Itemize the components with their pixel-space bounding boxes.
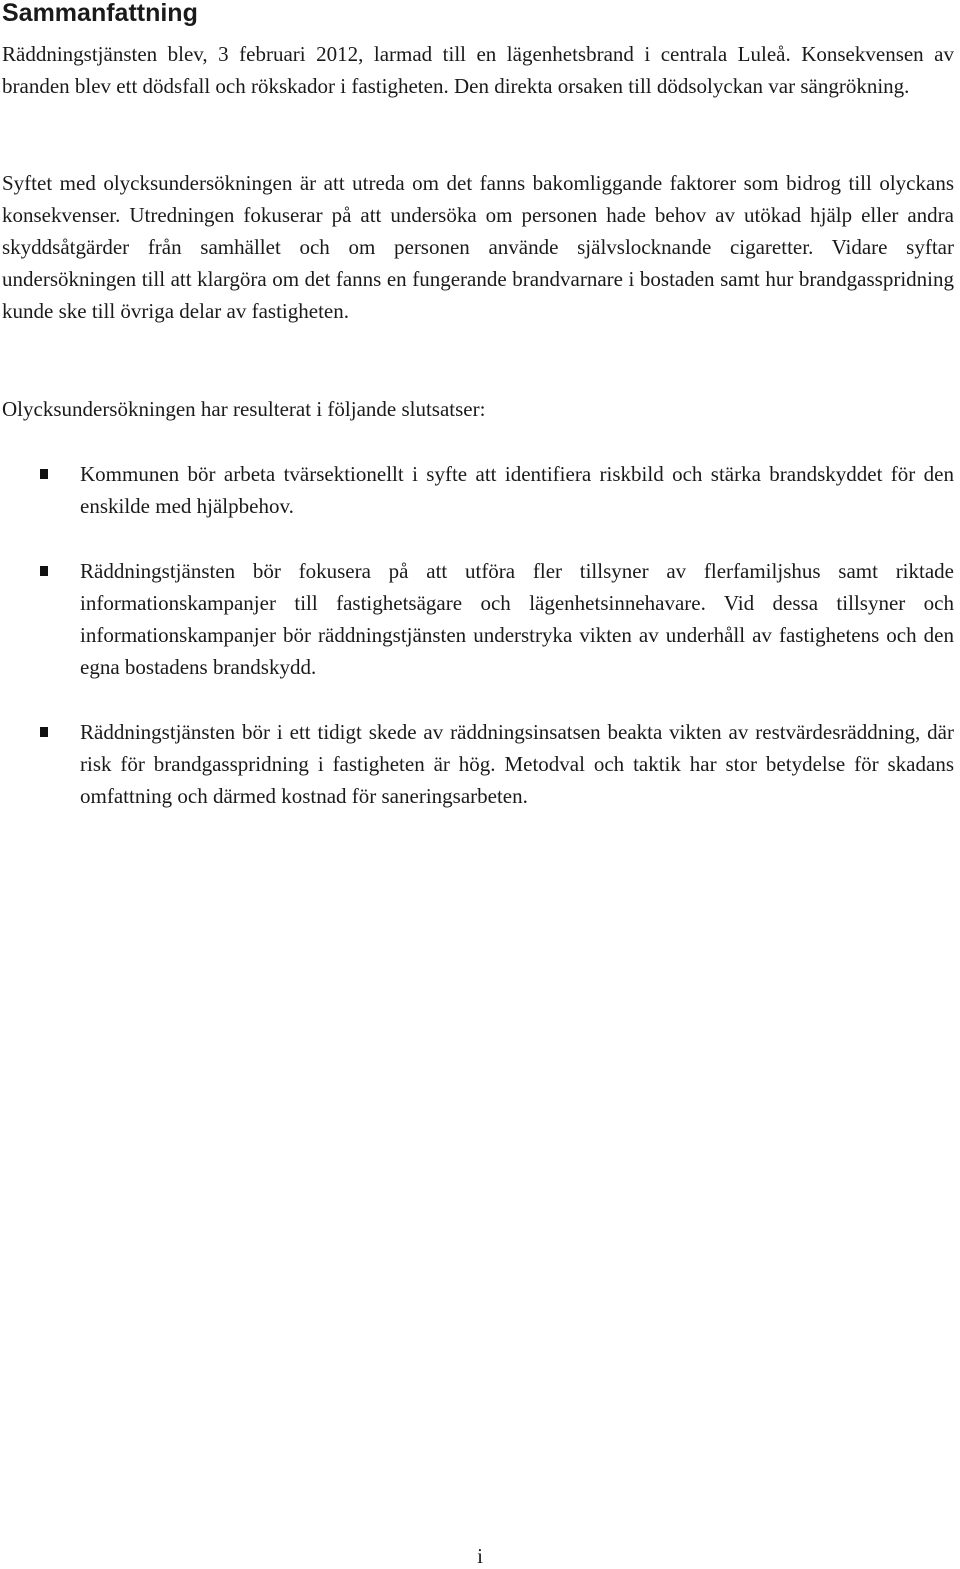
paragraph-conclusions-intro: Olycksundersökningen har resulterat i följande slutsatser:: [2, 397, 486, 421]
conclusion-text: Kommunen bör arbeta tvärsektionellt i syfte att identifiera riskbild och stärka brandskyddet för den enskilde med hjälpbehov.: [80, 462, 954, 518]
square-bullet-icon: [40, 727, 48, 737]
conclusion-text: Räddningstjänsten bör i ett tidigt skede av räddningsinsatsen beakta vikten av restvärdesräddning, där risk för brandgasspridning i fastigheten är hög. Metodval och taktik har stor betydelse för skadans omfattning och därmed kostnad för saneringsarbeten.: [80, 720, 954, 808]
paragraph-purpose: Syftet med olycksundersökningen är att utreda om det fanns bakomliggande faktorer som bidrog till olyckans konsekvenser. Utredningen fokuserar på att undersöka om personen hade behov av utökad hjälp eller andra skyddsåtgärder från samhället och om personen använde självslocknande cigaretter. Vidare syftar undersökningen till att klargöra om det fanns en fungerande brandvarnare i bostaden samt hur brandgasspridning kunde ske till övriga delar av fastigheten.: [2, 171, 954, 323]
square-bullet-icon: [40, 566, 48, 576]
page-number: i: [477, 1544, 483, 1568]
paragraph-background: Räddningstjänsten blev, 3 februari 2012, larmad till en lägenhetsbrand i centrala Luleå. Konsekvensen av branden blev ett dödsfall och rökskador i fastigheten. Den direkta orsaken till dödsolyckan var sängrökning.: [2, 42, 954, 98]
square-bullet-icon: [40, 469, 48, 479]
section-heading: Sammanfattning: [2, 0, 198, 27]
conclusion-text: Räddningstjänsten bör fokusera på att utföra fler tillsyner av flerfamiljshus samt riktade informationskampanjer till fastighetsägare och lägenhetsinnehavare. Vid dessa tillsyner och informationskampanjer bör räddningstjänsten understryka vikten av underhåll av fastighetens och den egna bostadens brandskydd.: [80, 559, 954, 679]
